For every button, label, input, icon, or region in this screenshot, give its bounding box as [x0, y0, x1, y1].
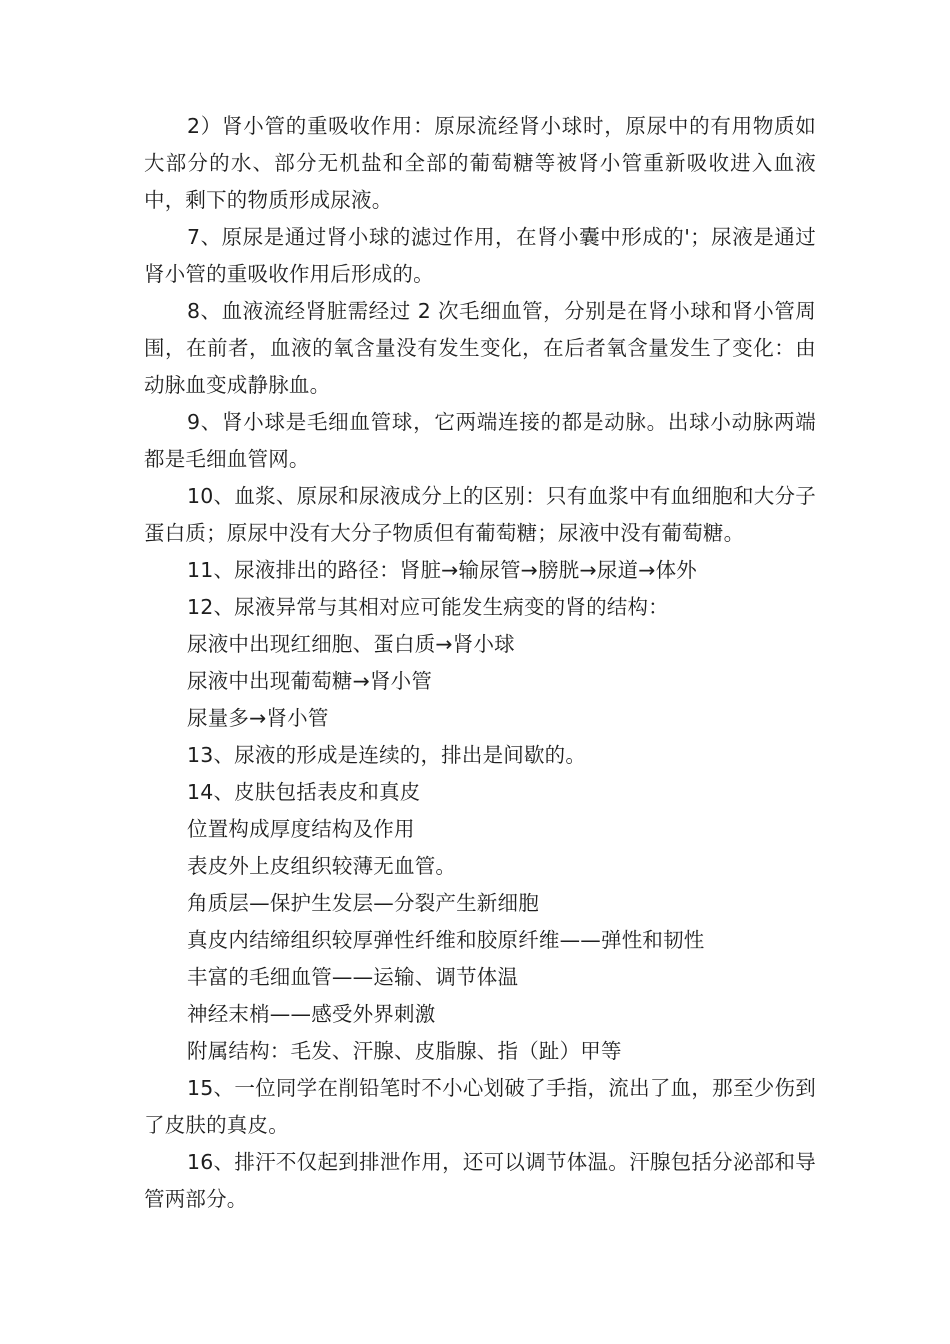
- document-body: [144, 108, 816, 1218]
- text-line: 尿液中出现葡萄糖→肾小管: [187, 669, 433, 693]
- text-line: 角质层—保护生发层—分裂产生新细胞: [187, 891, 539, 915]
- paragraph-16: 16、排汗不仅起到排泄作用，还可以调节体温。汗腺包括分泌部和导管两部分。: [144, 1150, 816, 1211]
- text-line: 尿量多→肾小管: [187, 706, 329, 730]
- text-line: 丰富的毛细血管——运输、调节体温: [187, 965, 519, 989]
- paragraph-14: 14、皮肤包括表皮和真皮: [187, 780, 421, 804]
- paragraph-7: 7、原尿是通过肾小球的滤过作用，在肾小囊中形成的'；尿液是通过肾小管的重吸收作用后形成的。: [144, 225, 816, 286]
- text-line: 真皮内结缔组织较厚弹性纤维和胶原纤维——弹性和韧性: [187, 928, 705, 952]
- text-line: 位置构成厚度结构及作用: [187, 817, 415, 841]
- text-line: 附属结构：毛发、汗腺、皮脂腺、指（趾）甲等: [187, 1039, 622, 1063]
- text-line: 尿液中出现红细胞、蛋白质→肾小球: [187, 632, 515, 656]
- paragraph-15: 15、一位同学在削铅笔时不小心划破了手指，流出了血，那至少伤到了皮肤的真皮。: [144, 1076, 816, 1137]
- text-line: 神经末梢——感受外界刺激: [187, 1002, 436, 1026]
- text-line: 表皮外上皮组织较薄无血管。: [187, 854, 457, 878]
- paragraph-12: 12、尿液异常与其相对应可能发生病变的肾的结构：: [187, 595, 669, 619]
- paragraph-8: 8、血液流经肾脏需经过 2 次毛细血管，分别是在肾小球和肾小管周围，在前者，血液的氧含量没有发生变化，在后者氧含量发生了变化：由动脉血变成静脉血。: [144, 299, 816, 397]
- paragraph-renal-tubule-reabsorption: 2）肾小管的重吸收作用：原尿流经肾小球时，原尿中的有用物质如大部分的水、部分无机盐和全部的葡萄糖等被肾小管重新吸收进入血液中，剩下的物质形成尿液。: [144, 114, 816, 212]
- paragraph-9: 9、肾小球是毛细血管球，它两端连接的都是动脉。出球小动脉两端都是毛细血管网。: [144, 410, 816, 471]
- paragraph-10: 10、血浆、原尿和尿液成分上的区别：只有血浆中有血细胞和大分子蛋白质；原尿中没有大分子物质但有葡萄糖；尿液中没有葡萄糖。: [144, 484, 816, 545]
- paragraph-11: 11、尿液排出的路径：肾脏→输尿管→膀胱→尿道→体外: [187, 558, 697, 582]
- paragraph-13: 13、尿液的形成是连续的，排出是间歇的。: [187, 743, 587, 767]
